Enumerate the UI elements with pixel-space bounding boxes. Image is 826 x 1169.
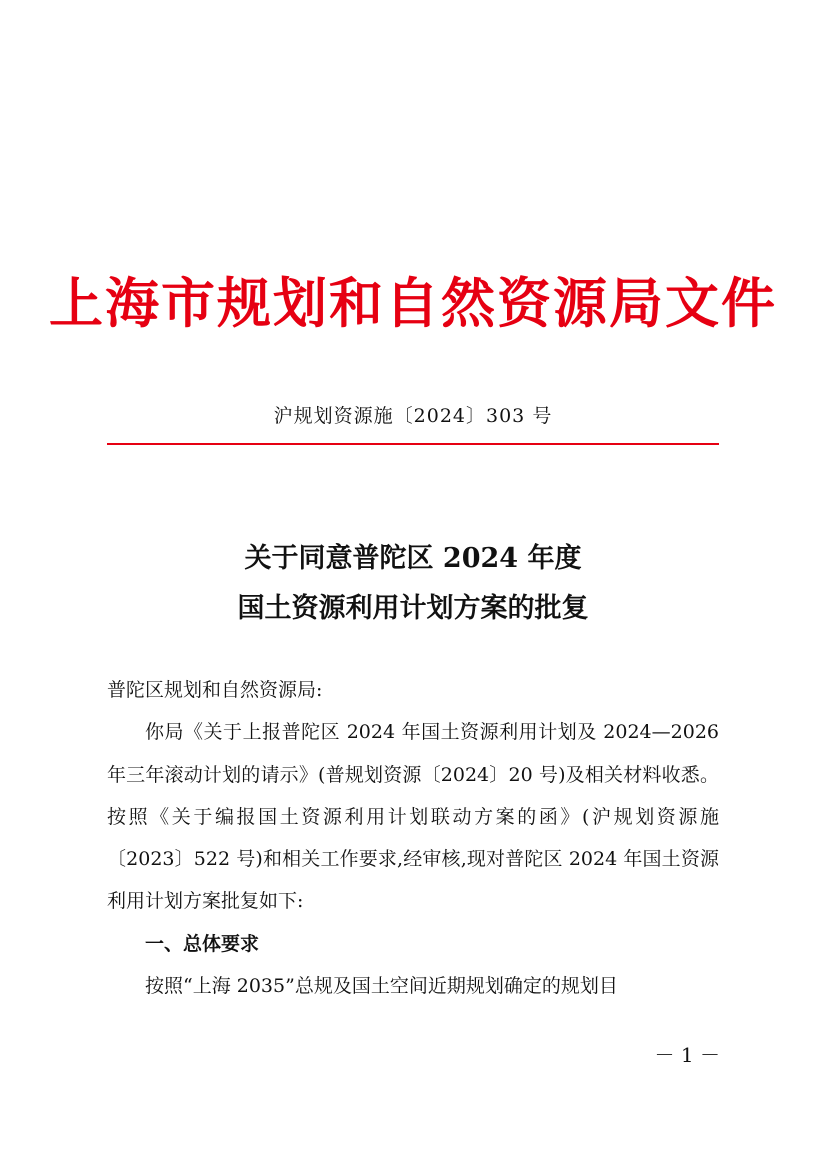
section-heading: 一、总体要求: [145, 932, 260, 955]
document-title-line: 国土资源利用计划方案的批复: [237, 593, 589, 624]
document-number: 沪规划资源施〔2024〕303 号: [273, 405, 553, 427]
page-number: － 1 －: [654, 1043, 720, 1067]
addressee: 普陀区规划和自然资源局:: [107, 679, 323, 701]
red-separator-line: [107, 443, 719, 445]
issuing-authority-header: 上海市规划和自然资源局文件: [49, 271, 777, 335]
document-body: [107, 669, 719, 1007]
document-title: [0, 534, 826, 634]
document-title-line: 关于同意普陀区 2024 年度: [244, 543, 582, 574]
body-paragraph: 你局《关于上报普陀区 2024 年国土资源利用计划及 2024—2026 年三年滚动计划的请示》(普规划资源〔2024〕20 号)及相关材料收悉。按照《关于编报国土资源利用计划联动方案的函》(沪规划资源施〔2023〕522 号)和相关工作要求,经审核,现对普陀区 2024 年国土资源利用计划方案批复如下:: [107, 721, 719, 913]
body-paragraph: 按照“上海 2035”总规及国土空间近期规划确定的规划目: [145, 975, 618, 998]
